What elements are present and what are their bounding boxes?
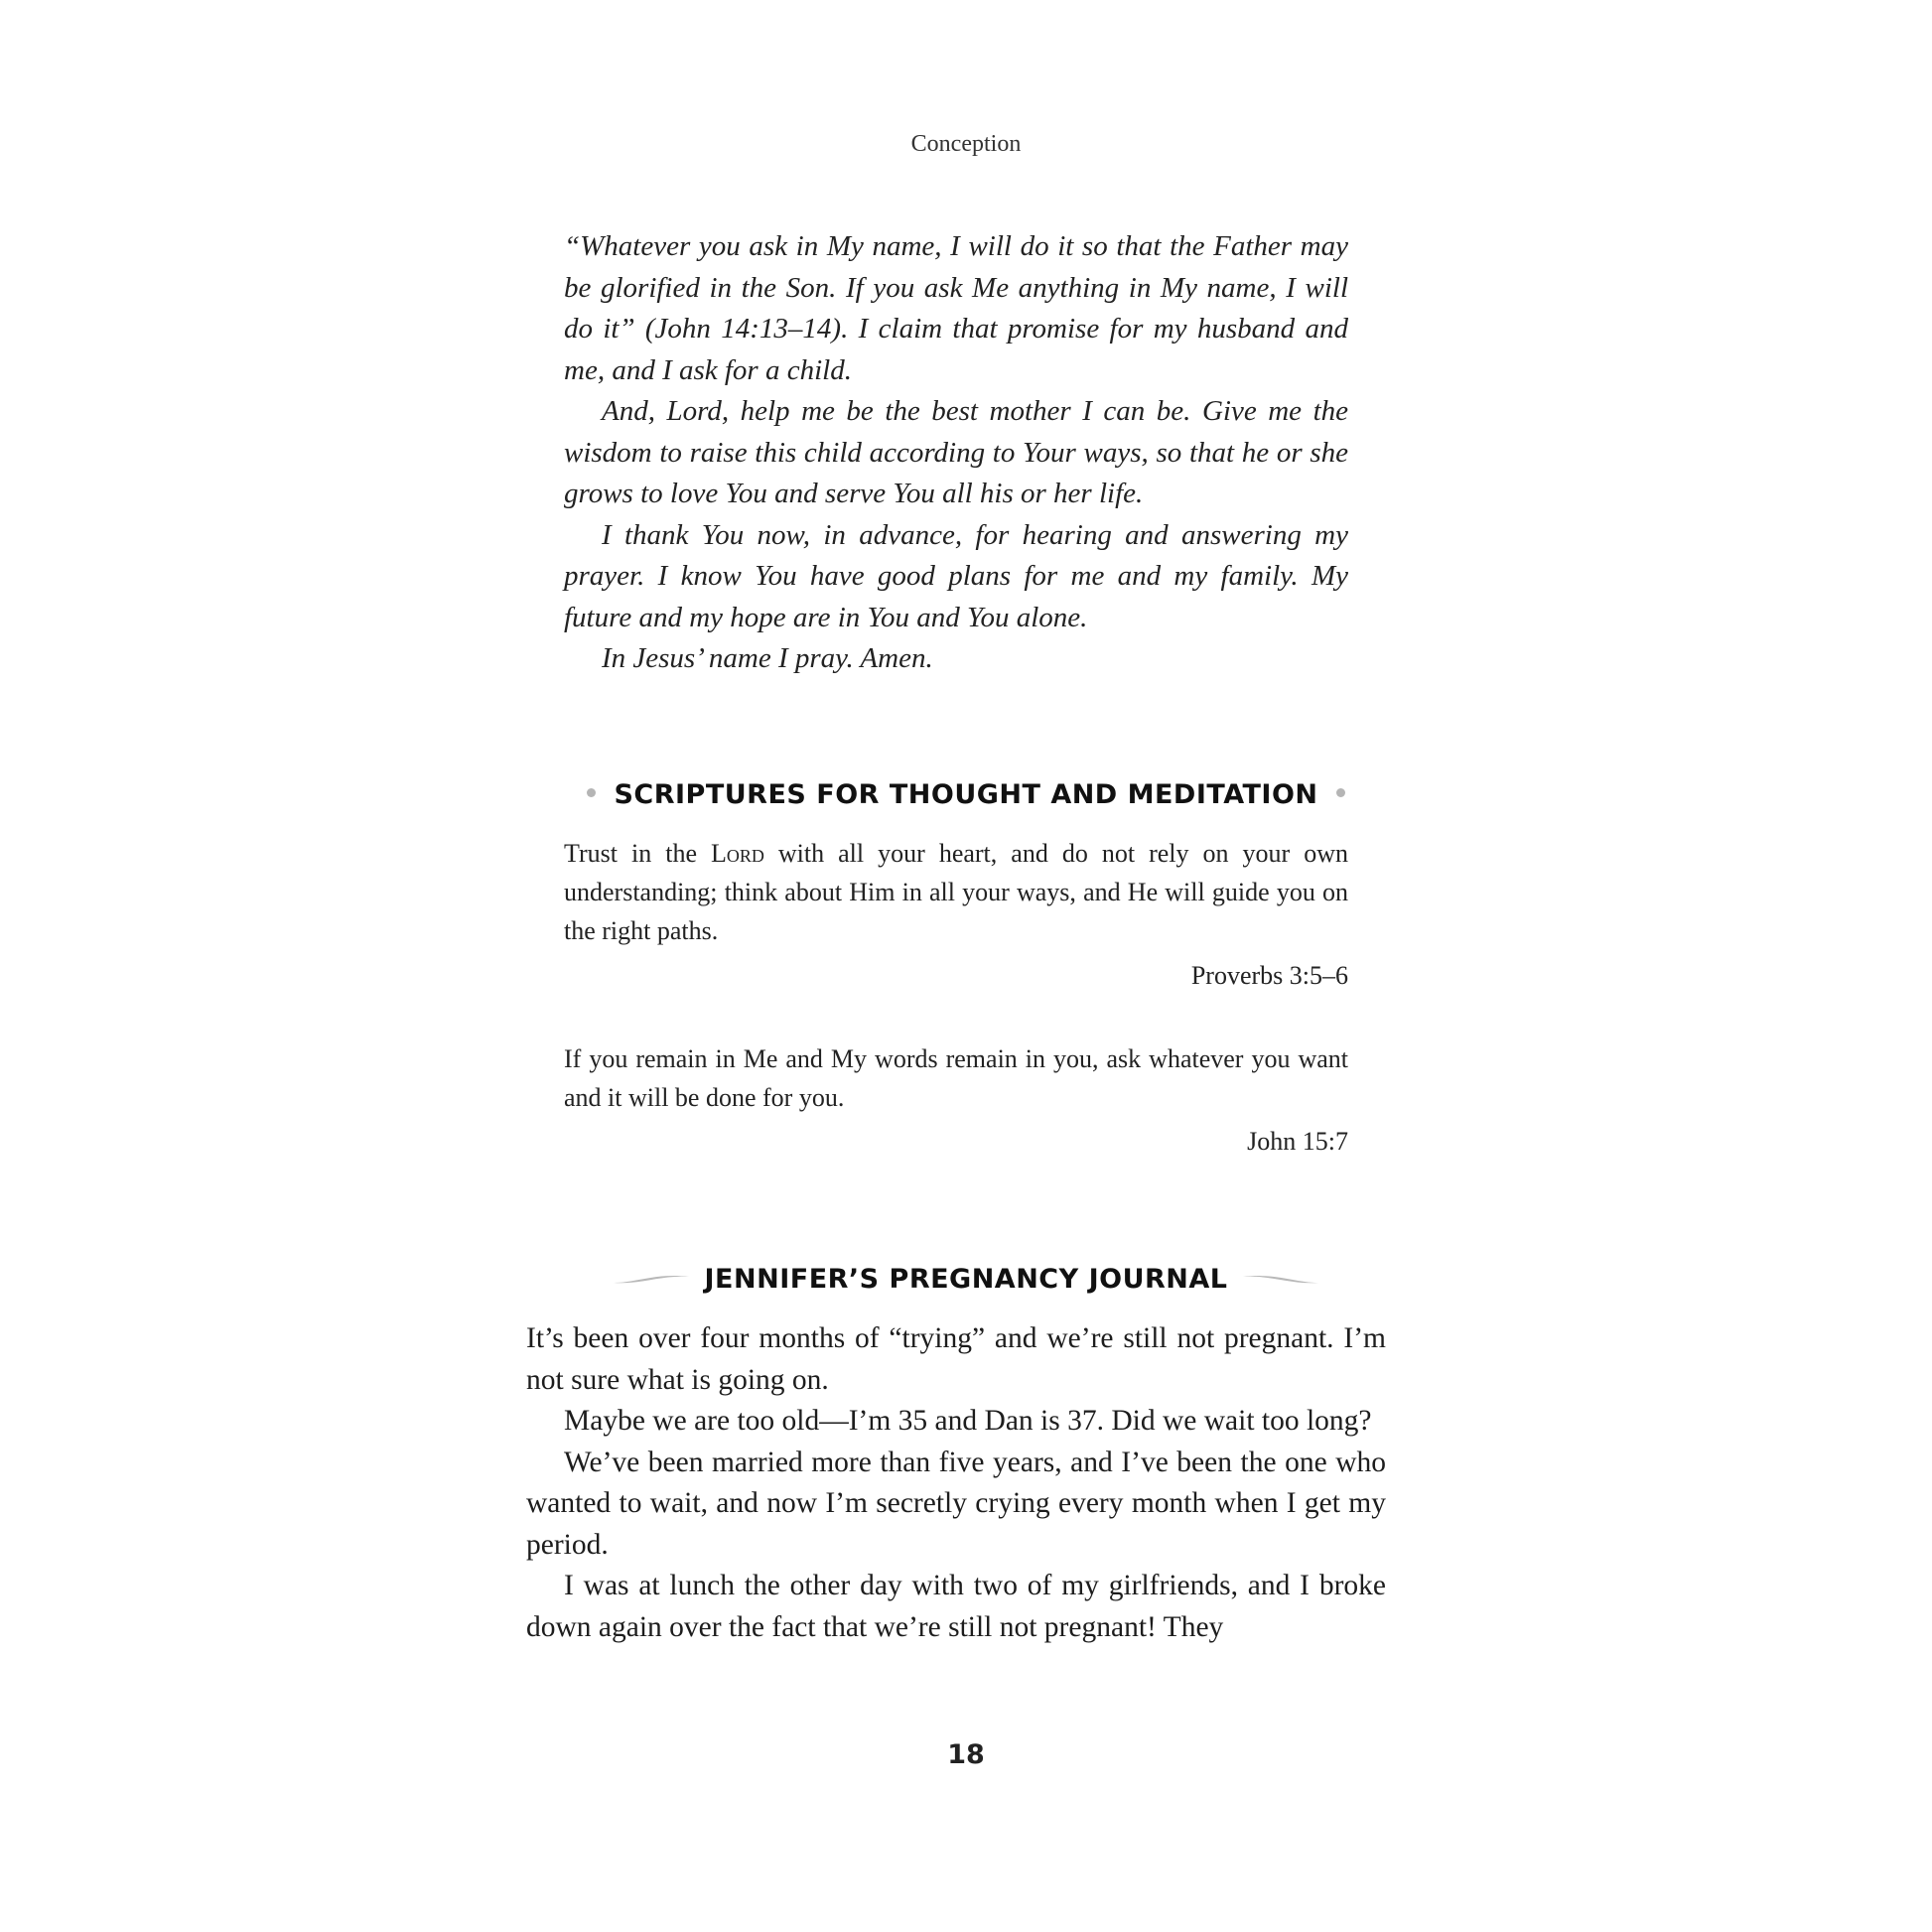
- lord-small-caps: Lord: [711, 839, 764, 868]
- left-swash-ornament-icon: [612, 1263, 691, 1294]
- page-number: 18: [947, 1739, 985, 1770]
- journal-paragraph: Maybe we are too old—I’m 35 and Dan is 37. Did we wait too long?: [564, 1405, 1372, 1437]
- running-head: Conception: [910, 131, 1022, 157]
- scriptures-heading: [0, 779, 1932, 810]
- journal-paragraph: I was at lunch the other day with two of my girlfriends, and I broke down again over the fact that we’re still not pregnant! They: [526, 1570, 1386, 1643]
- prayer-paragraph: In Jesus’ name I pray. Amen.: [602, 642, 933, 674]
- prayer-paragraph: “Whatever you ask in My name, I will do it so that the Father may be glorified in the Son. If you ask Me anything in My name, I will do it” (John 14:13–14). I claim that promise for my husband and me, and I ask for a child.: [564, 230, 1348, 386]
- right-swash-ornament-icon: [1241, 1263, 1320, 1294]
- bullet-ornament-icon: [587, 788, 596, 797]
- scriptures-heading-text: SCRIPTURES FOR THOUGHT AND MEDITATION: [614, 779, 1318, 810]
- scripture-reference: Proverbs 3:5–6: [1190, 961, 1348, 990]
- bullet-ornament-icon: [1336, 788, 1345, 797]
- scripture-passage: [564, 834, 1348, 950]
- journal-paragraph: It’s been over four months of “trying” and we’re still not pregnant. I’m not sure what is going on.: [526, 1322, 1386, 1396]
- journal-paragraph: We’ve been married more than five years, and I’ve been the one who wanted to wait, and now I’m secretly crying every month when I get my period.: [526, 1446, 1386, 1561]
- scripture-text-part: Trust in the: [564, 839, 711, 868]
- scripture-text-part: with all your heart, and do not rely on your own understanding; think about Him in all your ways, and He will guide you on the right paths.: [564, 839, 1348, 945]
- prayer-paragraph: And, Lord, help me be the best mother I can be. Give me the wisdom to raise this child according to Your ways, so that he or she grows to love You and serve You all his or her life.: [564, 395, 1348, 509]
- scripture-text: If you remain in Me and My words remain in you, ask whatever you want and it will be done for you.: [564, 1044, 1348, 1112]
- scripture-text: [564, 834, 1348, 950]
- prayer-block: [564, 226, 1348, 680]
- journal-heading: [0, 1264, 1932, 1296]
- prayer-paragraph: I thank You now, in advance, for hearing and answering my prayer. I know You have good plans for me and my family. My future and my hope are in You and You alone.: [564, 518, 1348, 633]
- journal-block: [526, 1318, 1386, 1648]
- journal-heading-text: JENNIFER’S PREGNANCY JOURNAL: [704, 1264, 1228, 1295]
- scripture-passage: [564, 1039, 1348, 1117]
- scripture-reference: John 15:7: [1247, 1127, 1348, 1156]
